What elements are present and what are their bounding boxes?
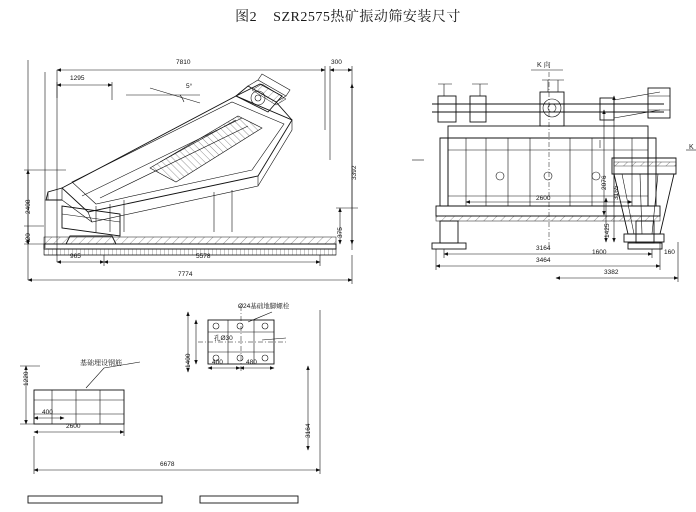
dim-f-160: 160 — [664, 249, 675, 256]
page-title: 图2 SZR2575热矿振动筛安装尺寸 — [235, 10, 461, 25]
dim-p-400b: 400 — [212, 359, 223, 366]
dim-2408: 2408 — [25, 199, 32, 214]
anchor-bolt-detail — [185, 306, 286, 372]
dim-7810: 7810 — [176, 59, 191, 66]
dim-p-2600: 2600 — [66, 423, 81, 430]
screen-body — [46, 74, 292, 244]
dim-f-3164: 3164 — [536, 245, 551, 252]
plan-view-group — [20, 303, 320, 503]
view-label-k: K 向 — [537, 62, 551, 69]
dim-7774: 7774 — [178, 271, 193, 278]
dim-angle-5: 5° — [186, 83, 193, 90]
dim-f-2076: 2076 — [601, 175, 608, 190]
dim-p-400: 400 — [42, 409, 53, 416]
view-marker-k: K — [689, 144, 694, 151]
dim-300: 300 — [331, 59, 342, 66]
dim-p-1220: 1220 — [23, 371, 30, 386]
dim-f-3165: 3165 — [613, 185, 620, 200]
dim-p-1400: 1400 — [185, 353, 192, 368]
side-foundation — [44, 237, 336, 255]
dim-f-1600: 1600 — [592, 249, 607, 256]
dim-p-480: 480 — [246, 359, 257, 366]
dim-p-3164: 3164 — [305, 423, 312, 438]
dim-420: 420 — [25, 233, 32, 244]
dim-965: 965 — [70, 253, 81, 260]
dim-375: 375 — [337, 227, 344, 238]
note-anchor-bolt: Ø24基础地脚螺栓 — [238, 303, 290, 310]
dim-f-3464: 3464 — [536, 257, 551, 264]
dim-1295: 1295 — [70, 75, 85, 82]
note-foundation-bolt: 基础埋设钢筋 — [80, 360, 122, 367]
exciter-assembly — [432, 80, 670, 126]
dim-5578: 5578 — [196, 253, 211, 260]
dim-p-6678: 6678 — [160, 461, 175, 468]
side-view-group — [24, 60, 358, 284]
dim-3392: 3392 — [351, 165, 358, 180]
dim-f-1425: 1425 — [604, 223, 611, 238]
note-anchor-hole: 孔Ø30 — [214, 335, 233, 342]
discharge-chute — [612, 158, 676, 242]
dim-f-2600: 2600 — [536, 195, 551, 202]
front-view-group — [412, 70, 696, 282]
dim-f-3382: 3382 — [604, 269, 619, 276]
